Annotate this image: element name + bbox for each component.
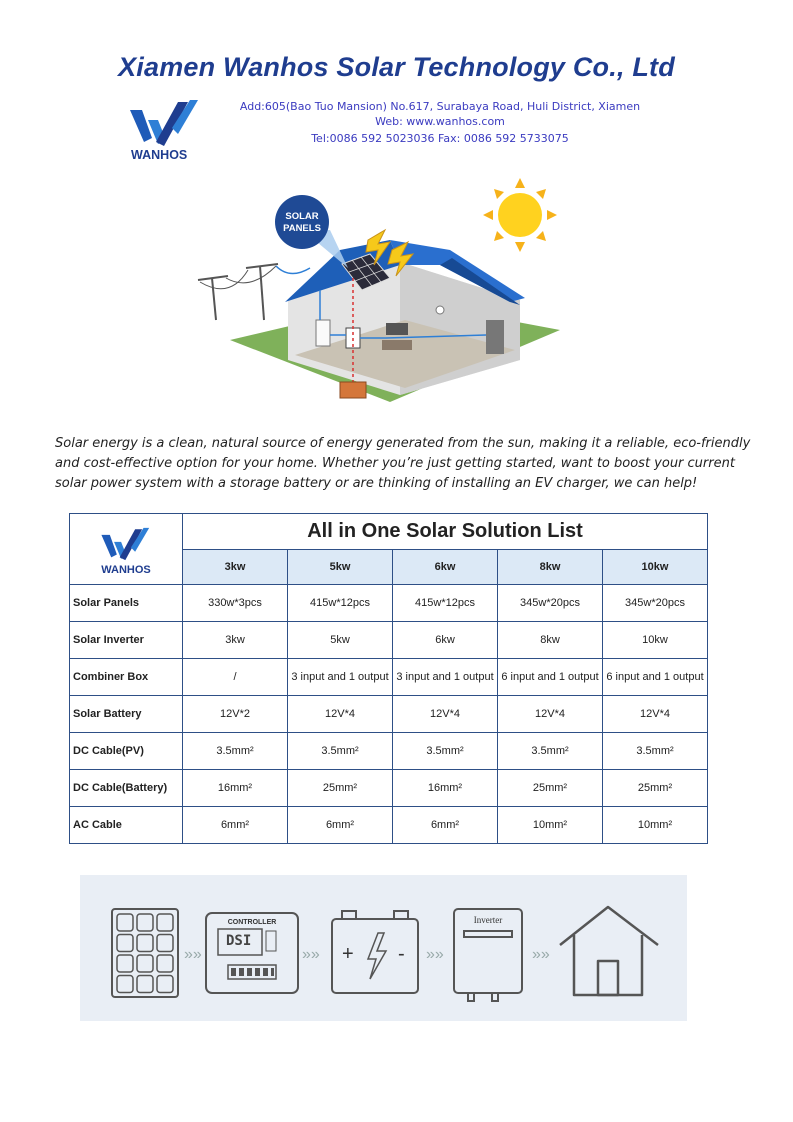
panel-cell <box>157 935 173 952</box>
table-cell: 3kw <box>183 622 288 659</box>
arrow-icon: »» <box>532 946 550 963</box>
table-logo-text: WANHOS <box>101 564 151 576</box>
table-row <box>70 659 708 696</box>
row-label: AC Cable <box>70 807 183 844</box>
system-flow-diagram <box>80 875 687 1021</box>
table-cell: 16mm² <box>183 770 288 807</box>
table-cell: 6 input and 1 output <box>498 659 603 696</box>
house-icon <box>560 907 658 995</box>
table-row <box>70 807 708 844</box>
table-cell: 3 input and 1 output <box>288 659 393 696</box>
intro-line-1: Solar energy is a clean, natural source of energy generated from the sun, making it a reliable, eco-friendly <box>55 436 751 451</box>
capacity-header: 3kw <box>183 549 288 585</box>
flow-svg <box>80 875 687 1021</box>
table-row <box>70 770 708 807</box>
table-cell: 16mm² <box>393 770 498 807</box>
table-cell: 345w*20pcs <box>498 585 603 622</box>
solution-table <box>69 513 708 844</box>
battery-icon <box>340 382 366 398</box>
table-row <box>70 622 708 659</box>
table-cell: 345w*20pcs <box>603 585 708 622</box>
solar-panels-bubble-label <box>275 211 329 235</box>
table-cell: 12V*4 <box>498 696 603 733</box>
table-cell: 25mm² <box>288 770 393 807</box>
clock-icon <box>436 306 444 314</box>
panel-cell <box>117 955 133 972</box>
table-logo-cell <box>70 514 183 585</box>
solar-panel-icon <box>112 909 178 997</box>
table-title: All in One Solar Solution List <box>183 514 708 550</box>
panel-cell <box>117 914 133 931</box>
table-cell: 3.5mm² <box>288 733 393 770</box>
bubble-line-1: SOLAR <box>285 211 319 222</box>
table-cell: 3.5mm² <box>183 733 288 770</box>
table-row <box>70 733 708 770</box>
intro-paragraph <box>55 434 751 494</box>
wanhos-logo-mark-icon <box>100 526 152 562</box>
row-label: Solar Panels <box>70 585 183 622</box>
table-cell: / <box>183 659 288 696</box>
table-cell: 25mm² <box>603 770 708 807</box>
table-cell: 6mm² <box>288 807 393 844</box>
svg-text:DSI: DSI <box>226 933 252 949</box>
table-cell: 10mm² <box>603 807 708 844</box>
capacity-header: 8kw <box>498 549 603 585</box>
table-row <box>70 585 708 622</box>
battery-minus: - <box>398 943 405 965</box>
table-row <box>70 696 708 733</box>
table-cell: 3.5mm² <box>393 733 498 770</box>
table-cell: 12V*4 <box>603 696 708 733</box>
panel-cell <box>157 955 173 972</box>
tel-fax-line: Tel:0086 592 5023036 Fax: 0086 592 5733075 <box>311 132 569 145</box>
table-cell: 3.5mm² <box>498 733 603 770</box>
table-cell: 6 input and 1 output <box>603 659 708 696</box>
table-cell: 3 input and 1 output <box>393 659 498 696</box>
web-line: Web: www.wanhos.com <box>375 115 505 128</box>
address-line: Add:605(Bao Tuo Mansion) No.617, Surabaya Road, Huli District, Xiamen <box>239 100 641 113</box>
arrow-icon: »» <box>184 946 202 963</box>
row-label: DC Cable(PV) <box>70 733 183 770</box>
table-cell: 415w*12pcs <box>288 585 393 622</box>
table-cell: 12V*2 <box>183 696 288 733</box>
table-cell: 12V*4 <box>393 696 498 733</box>
row-label: Solar Inverter <box>70 622 183 659</box>
intro-line-3: solar power system with a storage battery or are thinking of installing an EV charger, we can help! <box>55 476 698 491</box>
controller-label: CONTROLLER <box>227 919 277 926</box>
panel-cell <box>157 914 173 931</box>
row-label: Solar Battery <box>70 696 183 733</box>
wanhos-logo <box>128 98 202 164</box>
panel-cell <box>157 976 173 993</box>
logo-text: WANHOS <box>131 148 188 162</box>
row-label: Combiner Box <box>70 659 183 696</box>
table-cell: 10mm² <box>498 807 603 844</box>
table-cell: 415w*12pcs <box>393 585 498 622</box>
table-cell: 6mm² <box>183 807 288 844</box>
capacity-header: 10kw <box>603 549 708 585</box>
panel-cell <box>117 976 133 993</box>
panel-cell <box>117 935 133 952</box>
table-cell: 330w*3pcs <box>183 585 288 622</box>
meter-box-icon <box>316 320 330 346</box>
arrow-icon: »» <box>426 946 444 963</box>
capacity-header: 5kw <box>288 549 393 585</box>
table-cell: 12V*4 <box>288 696 393 733</box>
ev-charger-icon <box>486 320 504 354</box>
arrow-icon: »» <box>302 946 320 963</box>
table-cell: 3.5mm² <box>603 733 708 770</box>
battery-plus: + <box>342 943 354 965</box>
panel-cell <box>137 914 153 931</box>
intro-line-2: and cost-effective option for your home. Whether you’re just getting started, want to boost your current <box>55 456 735 471</box>
panel-cell <box>137 935 153 952</box>
row-label: DC Cable(Battery) <box>70 770 183 807</box>
bubble-line-2: PANELS <box>283 223 321 234</box>
solar-house-illustration <box>190 170 570 410</box>
panel-cell <box>137 976 153 993</box>
table-cell: 5kw <box>288 622 393 659</box>
table-cell: 10kw <box>603 622 708 659</box>
panel-cell <box>137 955 153 972</box>
tv-icon <box>386 323 408 335</box>
wanhos-logo-mark-icon <box>128 98 202 148</box>
table-cell: 8kw <box>498 622 603 659</box>
capacity-header: 6kw <box>393 549 498 585</box>
inverter-label: Inverter <box>473 915 503 925</box>
table-cell: 6mm² <box>393 807 498 844</box>
company-name: Xiamen Wanhos Solar Technology Co., Ltd <box>118 52 675 82</box>
table-cell: 25mm² <box>498 770 603 807</box>
table-cell: 6kw <box>393 622 498 659</box>
sun-icon <box>483 178 557 252</box>
